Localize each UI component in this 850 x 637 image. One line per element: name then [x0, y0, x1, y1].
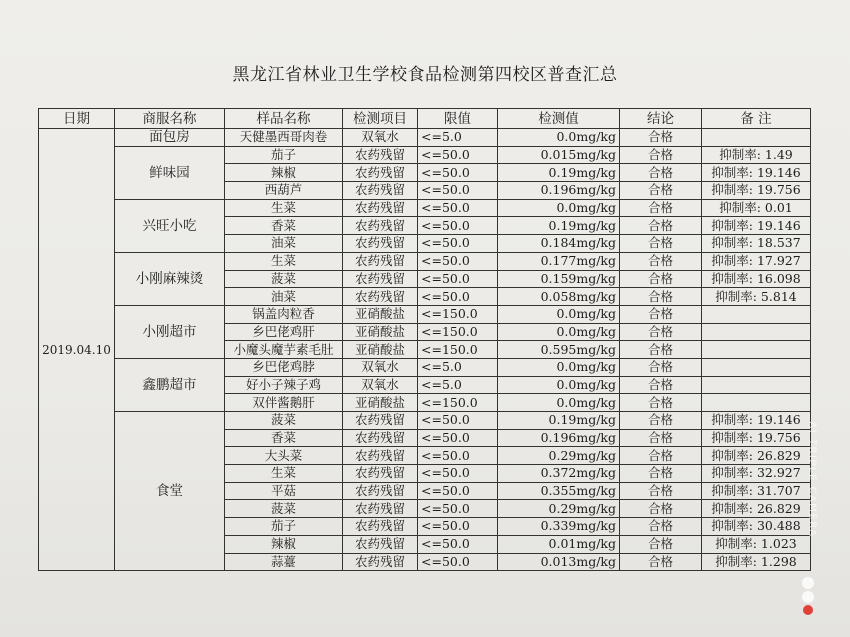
note-cell: [702, 129, 811, 147]
test-item-cell: 亚硝酸盐: [343, 323, 418, 341]
shop-name-cell: 小刚超市: [115, 305, 225, 358]
test-value-cell: 0.0mg/kg: [498, 129, 620, 147]
test-value-cell: 0.196mg/kg: [498, 182, 620, 200]
sample-name-cell: 平菇: [225, 482, 343, 500]
test-value-cell: 0.19mg/kg: [498, 164, 620, 182]
sample-name-cell: 天健墨西哥肉卷: [225, 129, 343, 147]
test-value-cell: 0.0mg/kg: [498, 199, 620, 217]
column-header: 备 注: [702, 109, 811, 129]
result-cell: 合格: [620, 146, 702, 164]
sample-name-cell: 生菜: [225, 199, 343, 217]
test-item-cell: 农药残留: [343, 412, 418, 430]
test-item-cell: 农药残留: [343, 482, 418, 500]
test-item-cell: 亚硝酸盐: [343, 341, 418, 359]
limit-cell: <=50.0: [418, 164, 498, 182]
column-header: 样品名称: [225, 109, 343, 129]
test-item-cell: 农药残留: [343, 217, 418, 235]
test-value-cell: 0.19mg/kg: [498, 217, 620, 235]
note-cell: 抑制率: 19.756: [702, 182, 811, 200]
result-cell: 合格: [620, 429, 702, 447]
shop-name-cell: 小刚麻辣烫: [115, 252, 225, 305]
test-value-cell: 0.29mg/kg: [498, 447, 620, 465]
inspection-summary-table: [38, 108, 811, 571]
note-cell: 抑制率: 19.146: [702, 412, 811, 430]
test-value-cell: 0.184mg/kg: [498, 235, 620, 253]
column-header: 检测值: [498, 109, 620, 129]
result-cell: 合格: [620, 394, 702, 412]
column-header: 检测项目: [343, 109, 418, 129]
test-value-cell: 0.015mg/kg: [498, 146, 620, 164]
note-cell: [702, 305, 811, 323]
result-cell: 合格: [620, 412, 702, 430]
test-item-cell: 农药残留: [343, 429, 418, 447]
test-value-cell: 0.595mg/kg: [498, 341, 620, 359]
sample-name-cell: 西葫芦: [225, 182, 343, 200]
test-item-cell: 农药残留: [343, 146, 418, 164]
result-cell: 合格: [620, 252, 702, 270]
limit-cell: <=50.0: [418, 252, 498, 270]
shop-name-cell: 兴旺小吃: [115, 199, 225, 252]
limit-cell: <=50.0: [418, 146, 498, 164]
limit-cell: <=50.0: [418, 182, 498, 200]
limit-cell: <=50.0: [418, 535, 498, 553]
test-item-cell: 双氧水: [343, 376, 418, 394]
test-value-cell: 0.196mg/kg: [498, 429, 620, 447]
result-cell: 合格: [620, 376, 702, 394]
note-cell: [702, 376, 811, 394]
test-item-cell: 双氧水: [343, 358, 418, 376]
camera-watermark: [790, 404, 834, 554]
sample-name-cell: 香菜: [225, 217, 343, 235]
note-cell: 抑制率: 26.829: [702, 500, 811, 518]
note-cell: 抑制率: 1.298: [702, 553, 811, 571]
column-header: 结论: [620, 109, 702, 129]
test-value-cell: 0.058mg/kg: [498, 288, 620, 306]
result-cell: 合格: [620, 482, 702, 500]
table-row: [39, 129, 811, 147]
column-header: 日期: [39, 109, 115, 129]
sample-name-cell: 茄子: [225, 146, 343, 164]
test-value-cell: 0.177mg/kg: [498, 252, 620, 270]
camera-dot: [802, 591, 814, 603]
table-row: [39, 412, 811, 430]
sample-name-cell: 菠菜: [225, 412, 343, 430]
result-cell: 合格: [620, 182, 702, 200]
result-cell: 合格: [620, 235, 702, 253]
sample-name-cell: 生菜: [225, 465, 343, 483]
limit-cell: <=50.0: [418, 518, 498, 536]
table-row: [39, 252, 811, 270]
test-value-cell: 0.0mg/kg: [498, 376, 620, 394]
note-cell: 抑制率: 5.814: [702, 288, 811, 306]
test-value-cell: 0.0mg/kg: [498, 323, 620, 341]
table-row: [39, 358, 811, 376]
note-cell: 抑制率: 16.098: [702, 270, 811, 288]
test-value-cell: 0.01mg/kg: [498, 535, 620, 553]
test-value-cell: 0.0mg/kg: [498, 394, 620, 412]
sample-name-cell: 双伴酱鹅肝: [225, 394, 343, 412]
test-item-cell: 农药残留: [343, 500, 418, 518]
test-item-cell: 农药残留: [343, 447, 418, 465]
limit-cell: <=50.0: [418, 288, 498, 306]
limit-cell: <=150.0: [418, 394, 498, 412]
sample-name-cell: 香菜: [225, 429, 343, 447]
limit-cell: <=50.0: [418, 270, 498, 288]
sample-name-cell: 好小子辣子鸡: [225, 376, 343, 394]
test-item-cell: 农药残留: [343, 535, 418, 553]
note-cell: 抑制率: 1.023: [702, 535, 811, 553]
column-header: 限值: [418, 109, 498, 129]
result-cell: 合格: [620, 305, 702, 323]
camera-dot: [802, 577, 814, 589]
test-value-cell: 0.372mg/kg: [498, 465, 620, 483]
test-item-cell: 农药残留: [343, 465, 418, 483]
limit-cell: <=50.0: [418, 447, 498, 465]
result-cell: 合格: [620, 518, 702, 536]
test-value-cell: 0.159mg/kg: [498, 270, 620, 288]
result-cell: 合格: [620, 323, 702, 341]
sample-name-cell: 乡巴佬鸡肝: [225, 323, 343, 341]
sample-name-cell: 茄子: [225, 518, 343, 536]
camera-dot: [803, 605, 813, 615]
date-cell: 2019.04.10: [39, 129, 115, 571]
result-cell: 合格: [620, 341, 702, 359]
sample-name-cell: 菠菜: [225, 270, 343, 288]
table-body: [39, 129, 811, 571]
note-cell: [702, 323, 811, 341]
test-value-cell: 0.339mg/kg: [498, 518, 620, 536]
table-row: [39, 199, 811, 217]
column-header: 商服名称: [115, 109, 225, 129]
header-row: [39, 109, 811, 129]
test-item-cell: 农药残留: [343, 199, 418, 217]
note-cell: 抑制率: 31.707: [702, 482, 811, 500]
result-cell: 合格: [620, 465, 702, 483]
note-cell: 抑制率: 32.927: [702, 465, 811, 483]
note-cell: 抑制率: 30.488: [702, 518, 811, 536]
test-value-cell: 0.29mg/kg: [498, 500, 620, 518]
limit-cell: <=50.0: [418, 199, 498, 217]
note-cell: [702, 341, 811, 359]
result-cell: 合格: [620, 535, 702, 553]
limit-cell: <=50.0: [418, 482, 498, 500]
sample-name-cell: 乡巴佬鸡脖: [225, 358, 343, 376]
test-item-cell: 农药残留: [343, 182, 418, 200]
result-cell: 合格: [620, 217, 702, 235]
sample-name-cell: 辣椒: [225, 535, 343, 553]
test-item-cell: 亚硝酸盐: [343, 394, 418, 412]
result-cell: 合格: [620, 164, 702, 182]
sample-name-cell: 辣椒: [225, 164, 343, 182]
result-cell: 合格: [620, 270, 702, 288]
note-cell: [702, 358, 811, 376]
limit-cell: <=5.0: [418, 376, 498, 394]
result-cell: 合格: [620, 500, 702, 518]
note-cell: 抑制率: 19.146: [702, 217, 811, 235]
result-cell: 合格: [620, 199, 702, 217]
note-cell: 抑制率: 18.537: [702, 235, 811, 253]
limit-cell: <=50.0: [418, 412, 498, 430]
test-item-cell: 农药残留: [343, 518, 418, 536]
limit-cell: <=150.0: [418, 323, 498, 341]
table-row: [39, 305, 811, 323]
sample-name-cell: 菠菜: [225, 500, 343, 518]
shop-name-cell: 食堂: [115, 412, 225, 571]
test-item-cell: 农药残留: [343, 553, 418, 571]
test-value-cell: 0.0mg/kg: [498, 358, 620, 376]
note-cell: 抑制率: 0.01: [702, 199, 811, 217]
note-cell: 抑制率: 19.146: [702, 164, 811, 182]
limit-cell: <=50.0: [418, 217, 498, 235]
test-item-cell: 农药残留: [343, 288, 418, 306]
note-cell: 抑制率: 1.49: [702, 146, 811, 164]
shop-name-cell: 鑫鹏超市: [115, 358, 225, 411]
limit-cell: <=50.0: [418, 553, 498, 571]
limit-cell: <=5.0: [418, 129, 498, 147]
limit-cell: <=150.0: [418, 305, 498, 323]
test-item-cell: 双氧水: [343, 129, 418, 147]
sample-name-cell: 油菜: [225, 235, 343, 253]
limit-cell: <=5.0: [418, 358, 498, 376]
test-value-cell: 0.0mg/kg: [498, 305, 620, 323]
result-cell: 合格: [620, 358, 702, 376]
test-value-cell: 0.013mg/kg: [498, 553, 620, 571]
limit-cell: <=50.0: [418, 429, 498, 447]
result-cell: 合格: [620, 288, 702, 306]
limit-cell: <=50.0: [418, 465, 498, 483]
test-value-cell: 0.355mg/kg: [498, 482, 620, 500]
limit-cell: <=50.0: [418, 235, 498, 253]
camera-logo-dots: [798, 575, 818, 615]
sample-name-cell: 生菜: [225, 252, 343, 270]
test-value-cell: 0.19mg/kg: [498, 412, 620, 430]
test-item-cell: 亚硝酸盐: [343, 305, 418, 323]
test-item-cell: 农药残留: [343, 235, 418, 253]
result-cell: 合格: [620, 129, 702, 147]
table-row: [39, 146, 811, 164]
sample-name-cell: 锅盖肉粒香: [225, 305, 343, 323]
shop-name-cell: 面包房: [115, 129, 225, 147]
limit-cell: <=150.0: [418, 341, 498, 359]
result-cell: 合格: [620, 447, 702, 465]
sample-name-cell: 小魔头魔芋素毛肚: [225, 341, 343, 359]
test-item-cell: 农药残留: [343, 252, 418, 270]
sample-name-cell: 大头菜: [225, 447, 343, 465]
page-title: 黑龙江省林业卫生学校食品检测第四校区普查汇总: [232, 65, 618, 85]
test-item-cell: 农药残留: [343, 164, 418, 182]
test-item-cell: 农药残留: [343, 270, 418, 288]
camera-watermark-text: AI TRIPLE CAMERA: [806, 420, 818, 538]
note-cell: 抑制率: 19.756: [702, 429, 811, 447]
shop-name-cell: 鲜味园: [115, 146, 225, 199]
sample-name-cell: 蒜薹: [225, 553, 343, 571]
note-cell: 抑制率: 26.829: [702, 447, 811, 465]
limit-cell: <=50.0: [418, 500, 498, 518]
result-cell: 合格: [620, 553, 702, 571]
note-cell: 抑制率: 17.927: [702, 252, 811, 270]
sample-name-cell: 油菜: [225, 288, 343, 306]
